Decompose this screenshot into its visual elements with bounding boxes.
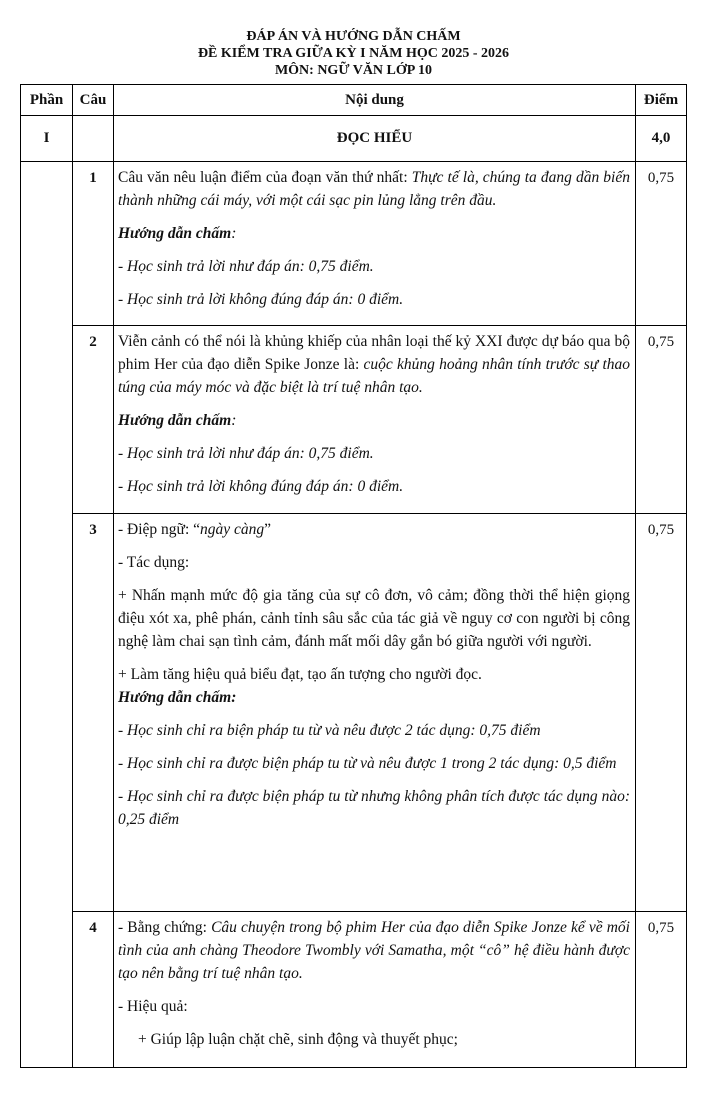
effect-point: + Làm tăng hiệu quả biểu đạt, tạo ấn tượng cho người đọc.	[118, 666, 482, 683]
question-number: 3	[73, 514, 114, 912]
header-part: Phần	[21, 85, 73, 116]
table-row	[21, 912, 687, 1068]
guide-line: - Học sinh chỉ ra được biện pháp tu từ và nêu được 1 trong 2 tác dụng: 0,5 điểm	[118, 755, 617, 772]
table-row	[21, 162, 687, 326]
effect-point: + Nhấn mạnh mức độ gia tăng của sự cô đơn, vô cảm; đồng thời thể hiện giọng điệu xót xa, phê phán, cảnh tỉnh sâu sắc của tác giả về nguy cơ con người bị công nghệ làm chai sạn tình cảm, đánh mất mối dây gắn bó giữa người với người.	[118, 587, 630, 650]
guide-line: - Học sinh trả lời không đúng đáp án: 0 điểm.	[118, 291, 404, 308]
answer-quote: ngày càng	[200, 521, 265, 538]
question-score: 0,75	[636, 326, 687, 514]
guide-line: - Học sinh trả lời như đáp án: 0,75 điểm.	[118, 445, 374, 462]
table-row	[21, 514, 687, 912]
answer-text: - Bằng chứng: Câu chuyện trong bộ phim Her của đạo diễn Spike Jonze kể về mối tình của anh chàng Theodore Twombly với Samatha, một “cô” hệ điều hành được tạo nên bằng trí tuệ nhân tạo.	[118, 919, 630, 982]
table-header-row	[21, 85, 687, 116]
guide-line: - Học sinh trả lời như đáp án: 0,75 điểm.	[118, 258, 374, 275]
guide-heading: Hướng dẫn chấm:	[118, 225, 237, 242]
question-score: 0,75	[636, 912, 687, 1068]
answer-quote: cuộc khủng hoảng nhân tính trước sự thao túng của máy móc và đặc biệt là trí tuệ nhân tạo.	[118, 356, 630, 396]
header-score: Điểm	[636, 85, 687, 116]
section-score: 4,0	[636, 116, 687, 162]
guide-line: - Học sinh chỉ ra được biện pháp tu từ nhưng không phân tích được tác dụng nào: 0,25 điểm	[118, 788, 630, 828]
effect-point: + Giúp lập luận chặt chẽ, sinh động và thuyết phục;	[138, 1031, 458, 1048]
header-question: Câu	[73, 85, 114, 116]
guide-line: - Học sinh chỉ ra biện pháp tu từ và nêu được 2 tác dụng: 0,75 điểm	[118, 722, 541, 739]
question-number: 4	[73, 912, 114, 1068]
question-number: 1	[73, 162, 114, 326]
answer-content	[114, 514, 636, 912]
answer-content	[114, 326, 636, 514]
guide-heading: Hướng dẫn chấm:	[118, 412, 237, 429]
section-part: I	[21, 116, 73, 162]
question-score: 0,75	[636, 514, 687, 912]
answer-text: Câu văn nêu luận điểm của đoạn văn thứ nhất: Thực tế là, chúng ta đang dần biến thành những cái máy, với một cái sạc pin lủng lẳng trên đầu.	[118, 169, 630, 209]
exam-title: ĐỀ KIỂM TRA GIỮA KỲ I NĂM HỌC 2025 - 2026	[197, 46, 510, 61]
answer-text: Viễn cảnh có thể nói là khủng khiếp của nhân loại thế kỷ XXI được dự báo qua bộ phim Her của đạo diễn Spike Jonze là: cuộc khủng hoảng nhân tính trước sự thao túng của máy móc và đặc biệt là trí tuệ nhân tạo.	[118, 333, 630, 396]
section-title: ĐỌC HIỂU	[114, 116, 636, 162]
subject-title: MÔN: NGỮ VĂN LỚP 10	[274, 63, 433, 78]
answer-content	[114, 162, 636, 326]
effect-label: - Tác dụng:	[118, 554, 190, 571]
part-cell	[21, 162, 73, 1068]
question-number: 2	[73, 326, 114, 514]
answer-text: - Điệp ngữ: “ngày càng”	[118, 521, 272, 538]
answer-quote: Câu chuyện trong bộ phim Her của đạo diễn Spike Jonze kể về mối tình của anh chàng Theodore Twombly với Samatha, một “cô” hệ điều hành được tạo nên bằng trí tuệ nhân tạo.	[118, 919, 630, 982]
answer-quote: Thực tế là, chúng ta đang dần biến thành những cái máy, với một cái sạc pin lủng lẳng trên đầu.	[118, 169, 630, 209]
answer-key-table	[20, 84, 687, 1068]
section-row	[21, 116, 687, 162]
guide-line: - Học sinh trả lời không đúng đáp án: 0 điểm.	[118, 478, 404, 495]
guide-heading: Hướng dẫn chấm:	[118, 689, 237, 706]
table-row	[21, 326, 687, 514]
doc-title: ĐÁP ÁN VÀ HƯỚNG DẪN CHẤM	[246, 29, 461, 44]
effect-label: - Hiệu quả:	[118, 998, 188, 1015]
answer-content	[114, 912, 636, 1068]
header-content: Nội dung	[114, 85, 636, 116]
question-score: 0,75	[636, 162, 687, 326]
section-empty	[73, 116, 114, 162]
document-header	[0, 0, 707, 79]
